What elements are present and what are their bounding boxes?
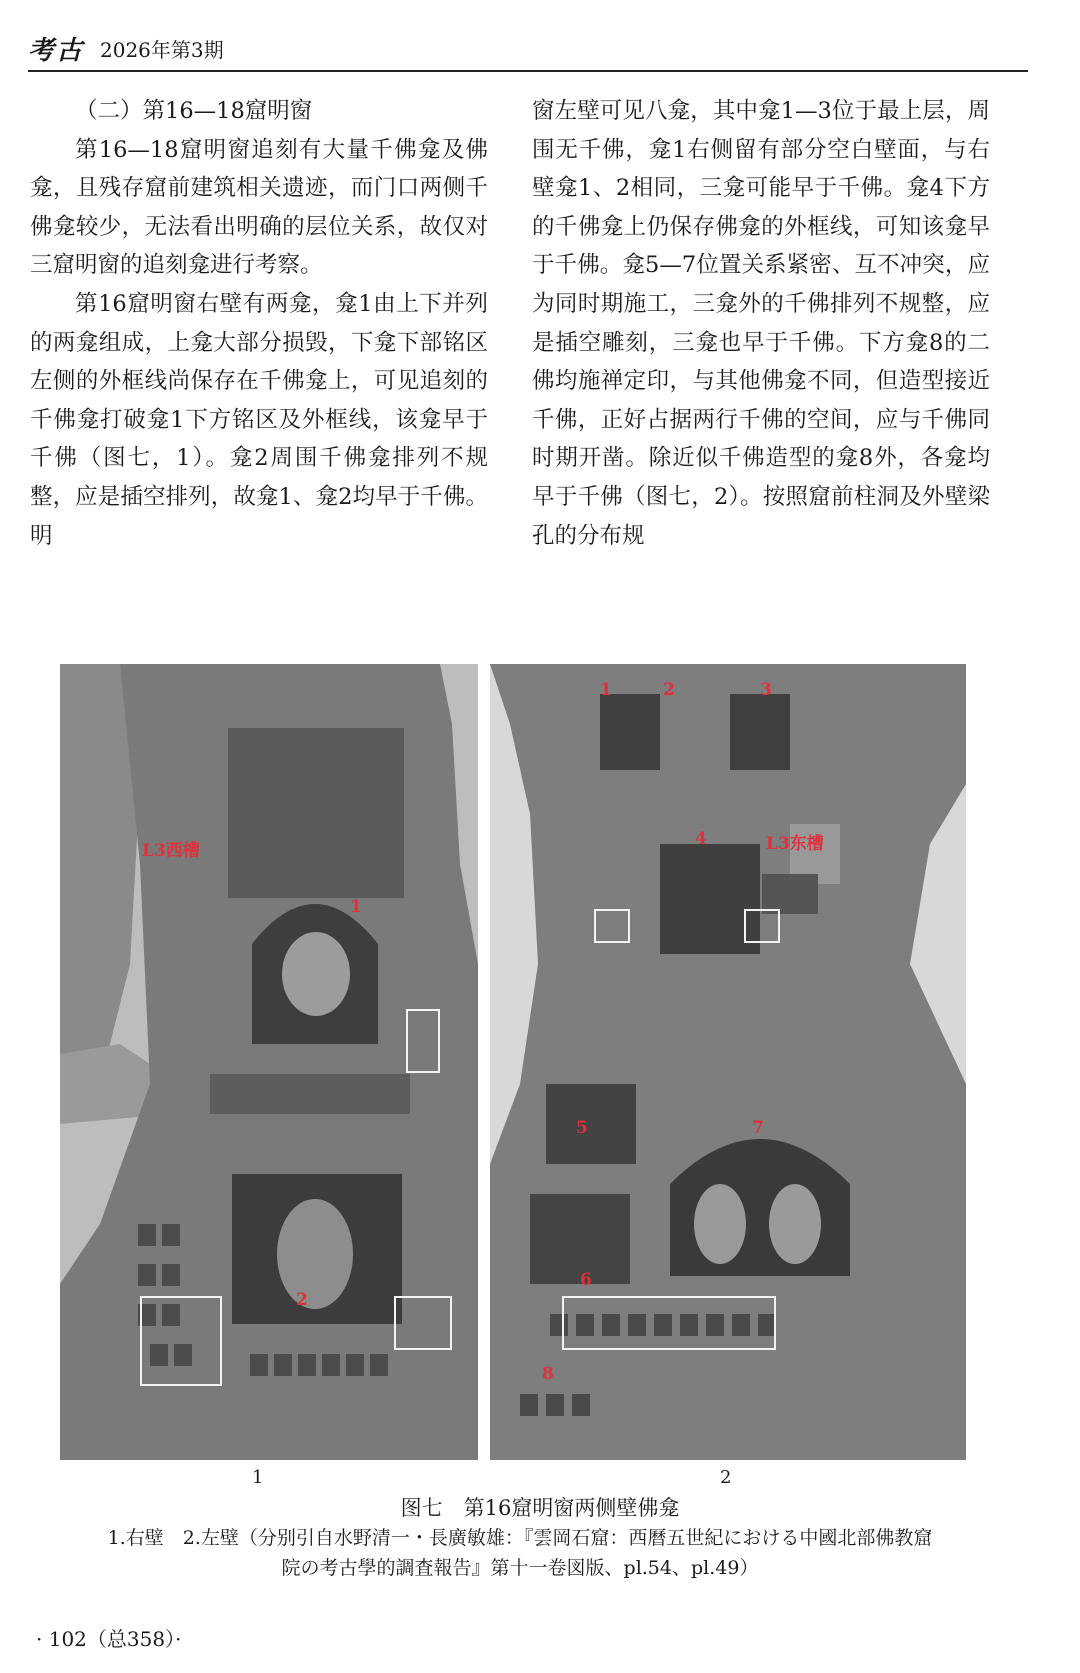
label-niche-1: 1 [600,680,612,700]
journal-issue: 2026年第3期 [100,38,224,62]
page-header [28,30,1028,72]
text-column-right [532,92,990,555]
label-niche-3: 3 [760,680,772,700]
highlight-box [394,1296,452,1350]
highlight-box [562,1296,776,1350]
label-l3-east-groove: L3东槽 [766,834,824,854]
label-niche-4: 4 [695,829,707,849]
highlight-box [140,1296,222,1386]
panel-number-2: 2 [720,1467,732,1488]
panel-number-1: 1 [252,1467,264,1488]
label-niche-5: 5 [576,1118,588,1138]
highlight-box [594,909,630,943]
label-niche-1: 1 [350,897,362,917]
section-heading: （二）第16—18窟明窗 [75,98,313,124]
figure-title: 图七 第16窟明窗两侧壁佛龛 [400,1496,680,1520]
figure-photo-right-wall [60,664,478,1460]
label-niche-2: 2 [296,1290,308,1310]
label-l3-west-groove: L3西槽 [142,841,200,861]
highlight-box [744,909,780,943]
figure-caption [60,1523,980,1583]
paragraph: 窗左壁可见八龛，其中龛1—3位于最上层，周围无千佛，龛1右侧留有部分空白壁面，与右壁龛1、2相同，三龛可能早于千佛。龛4下方的千佛龛上仍保存佛龛的外框线，可知该龛早于千佛。龛5—7位置关系紧密、互不冲突，应为同时期施工，三龛外的千佛排列不规整，应是插空雕刻，三龛也早于千佛。下方龛8的二佛均施禅定印，与其他佛龛不同，但造型接近千佛，正好占据两行千佛的空间，应与千佛同时期开凿。除近似千佛造型的龛8外，各龛均早于千佛（图七，2）。按照窟前柱洞及外壁梁孔的分布规 [532,98,990,549]
page-number: · 102（总358）· [36,1627,182,1651]
label-niche-8: 8 [542,1364,554,1384]
label-niche-6: 6 [580,1270,592,1290]
label-niche-7: 7 [752,1118,764,1138]
paragraph: 第16窟明窗右壁有两龛，龛1由上下并列的两龛组成，上龛大部分损毁，下龛下部铭区左侧的外框线尚保存在千佛龛上，可见追刻的千佛龛打破龛1下方铭区及外框线，该龛早于千佛（图七，1）。龛2周围千佛龛排列不规整，应是插空排列，故龛1、龛2均早于千佛。明 [30,290,488,549]
label-niche-2: 2 [663,680,675,700]
figure-caption-line: 院の考古學的調査報告』第十一卷図版、pl.54、pl.49） [281,1557,759,1579]
journal-logo: 考古 [28,36,85,66]
highlight-box [406,1009,440,1073]
text-column-left [30,92,488,555]
figure-caption-line: 1.右壁 2.左壁（分别引自水野清一・長廣敏雄：『雲岡石窟：西曆五世紀における中國北部佛教窟 [107,1527,933,1549]
figure-photo-left-wall [490,664,966,1460]
paragraph: 第16—18窟明窗追刻有大量千佛龛及佛龛，且残存窟前建筑相关遗迹，而门口两侧千佛龛较少，无法看出明确的层位关系，故仅对三窟明窗的追刻龛进行考察。 [30,136,488,279]
